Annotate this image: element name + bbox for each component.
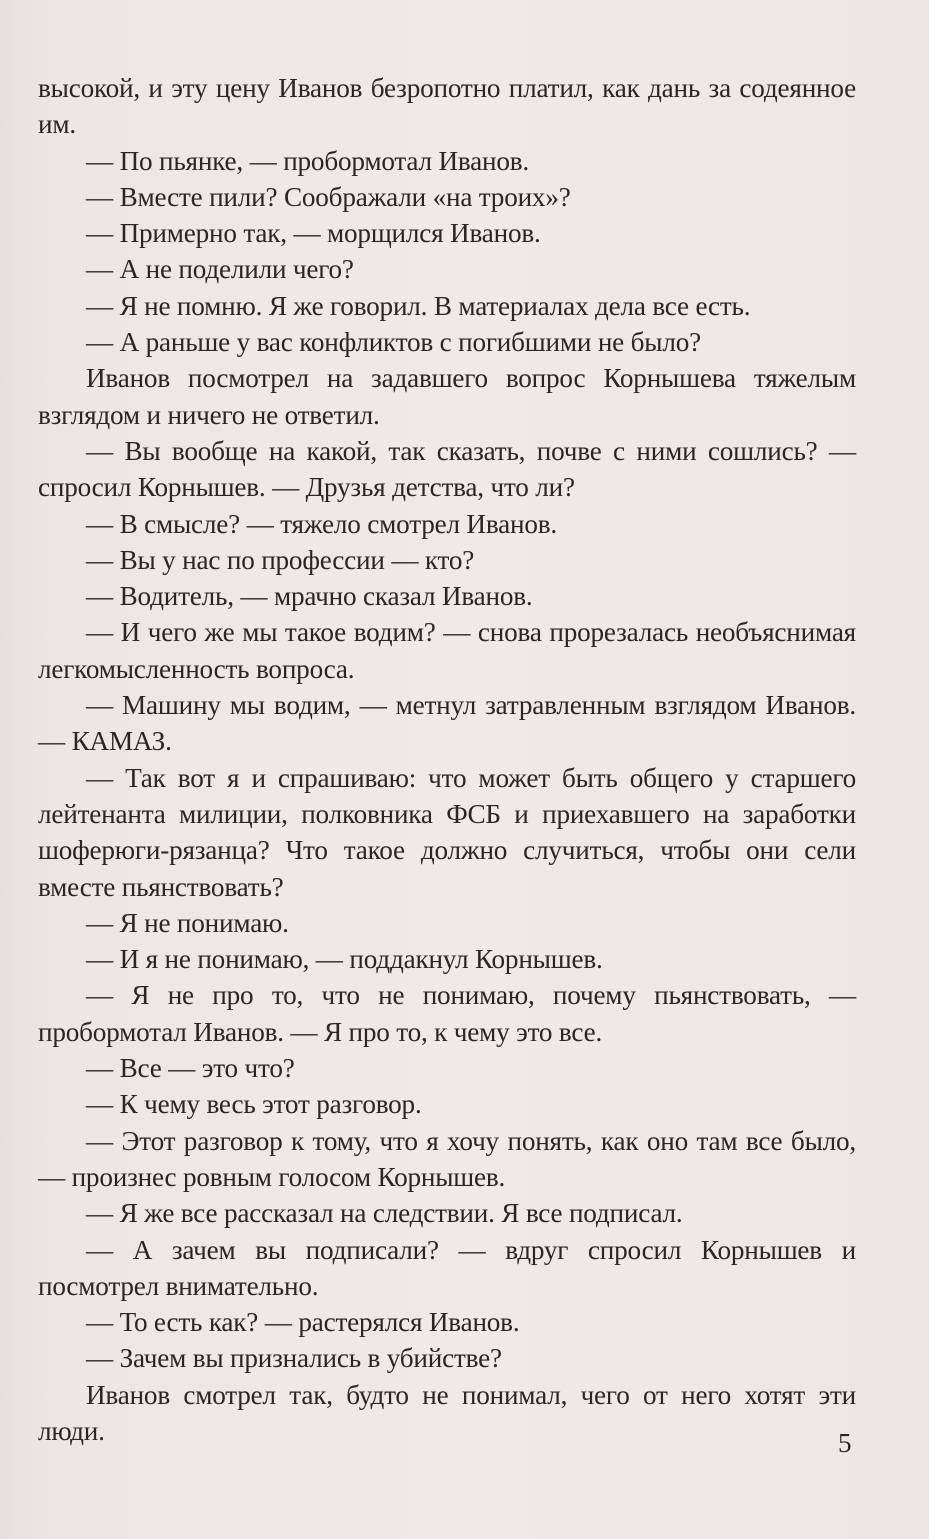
- paragraph: — Все — это что?: [86, 1053, 295, 1084]
- paragraph: — Водитель, — мрачно сказал Иванов.: [86, 581, 533, 612]
- paragraph: — Зачем вы признались в убийстве?: [86, 1343, 502, 1374]
- paragraph: — В смысле? — тяжело смотрел Иванов.: [86, 508, 557, 539]
- paragraph: Иванов смотрел так, будто не понимал, чего от него хотят эти люди.: [38, 1379, 856, 1446]
- paragraph: — Машину мы водим, — метнул затравленным взглядом Иванов. — КАМАЗ.: [38, 690, 856, 757]
- page-number: 5: [838, 1428, 852, 1458]
- paragraph: — Вы у нас по профессии — кто?: [86, 544, 475, 575]
- paragraph: — А раньше у вас конфликтов с погибшими не было?: [86, 327, 701, 358]
- paragraph: — Так вот я и спрашиваю: что может быть общего у старшего лейтенанта милиции, полковника ФСБ и приехавшего на заработки шоферюги-рязанца? Что такое должно случиться, чтобы они сели вместе пьянствовать?: [38, 762, 856, 902]
- paragraph: — И я не понимаю, — поддакнул Корнышев.: [86, 944, 603, 975]
- paragraph: — Я не помню. Я же говорил. В материалах дела все есть.: [86, 290, 751, 321]
- paragraph: — А зачем вы подписали? — вдруг спросил Корнышев и посмотрел внимательно.: [38, 1234, 856, 1301]
- paragraph: — Я не понимаю.: [86, 907, 289, 938]
- paragraph: — По пьянке, — пробормотал Иванов.: [86, 145, 530, 176]
- paragraph: — И чего же мы такое водим? — снова прорезалась необъяснимая легкомысленность вопроса.: [38, 617, 856, 684]
- paragraph: — К чему весь этот разговор.: [86, 1089, 422, 1120]
- paragraph: — Этот разговор к тому, что я хочу понять, как оно там все было, — произнес ровным голосом Корнышев.: [38, 1125, 856, 1192]
- paragraph: — Вместе пили? Соображали «на троих»?: [86, 181, 571, 212]
- paragraph: — Примерно так, — морщился Иванов.: [86, 218, 541, 249]
- paragraph: Иванов посмотрел на задавшего вопрос Корнышева тяжелым взглядом и ничего не ответил.: [38, 363, 856, 430]
- paragraph: — А не поделили чего?: [86, 254, 354, 285]
- paragraph: — Я не про то, что не понимаю, почему пьянствовать, — пробормотал Иванов. — Я про то, к чему это все.: [38, 980, 856, 1047]
- paragraph: — Вы вообще на какой, так сказать, почве с ними сошлись? — спросил Корнышев. — Друзья детства, что ли?: [38, 435, 856, 503]
- paragraph: высокой, и эту цену Иванов безропотно платил, как дань за содеянное им.: [38, 73, 856, 140]
- paragraph: — Я же все рассказал на следствии. Я все подписал.: [86, 1198, 683, 1229]
- body-text: [38, 70, 856, 1449]
- paragraph: — То есть как? — растерялся Иванов.: [86, 1307, 520, 1338]
